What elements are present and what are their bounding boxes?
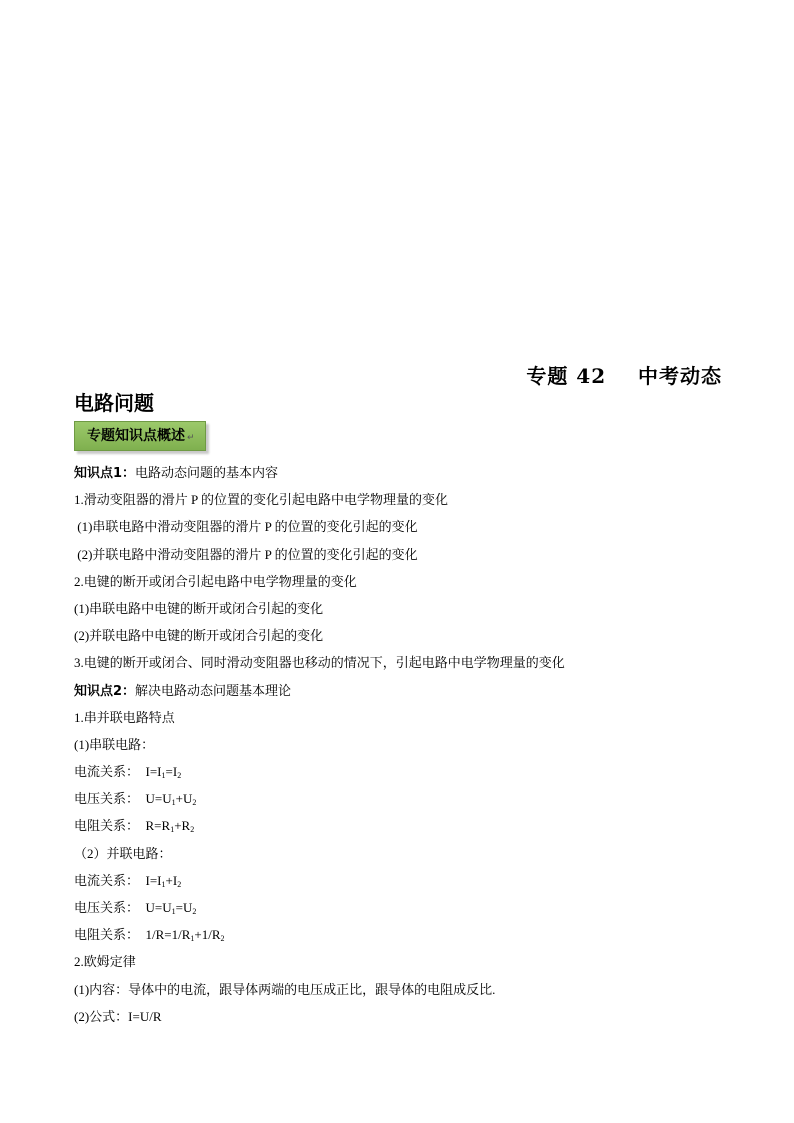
section-tag-overview [74, 421, 206, 451]
knowledge-point-text: 解决电路动态问题基本理论 [135, 683, 292, 699]
text-line: 3.电键的断开或闭合、同时滑动变阻器也移动的情况下，引起电路中电学物理量的变化 [74, 655, 565, 671]
relation-label: 电压关系： [74, 792, 140, 808]
subscript: 1 [161, 879, 166, 889]
subscript: 1 [171, 798, 176, 808]
formula-part: I=I [145, 764, 162, 780]
formula-part: +R [174, 818, 191, 834]
series-current-relation [74, 758, 734, 785]
subscript: 2 [177, 879, 182, 889]
relation-label: 电流关系： [74, 765, 140, 781]
subscript: 1 [190, 934, 195, 944]
text-line: (1)串联电路： [74, 736, 155, 752]
document-body [74, 459, 734, 1030]
formula-part: I=I [145, 872, 162, 888]
parallel-current-relation [74, 867, 734, 894]
formula-part: R=R [145, 818, 171, 834]
knowledge-point-2 [74, 677, 734, 704]
subscript: 2 [192, 798, 197, 808]
formula-part: +U [175, 791, 193, 807]
subscript: 1 [161, 771, 166, 781]
knowledge-point-label: 知识点1： [74, 466, 136, 481]
series-voltage-relation [74, 785, 734, 812]
text-line: (2)并联电路中电键的断开或闭合引起的变化 [74, 628, 324, 644]
return-mark-icon: ↵ [187, 433, 195, 443]
subscript: 2 [220, 934, 225, 944]
knowledge-point-1 [74, 459, 734, 486]
knowledge-point-label: 知识点2： [74, 683, 136, 699]
formula-part: U=U [145, 900, 172, 915]
series-resistance-relation [74, 812, 734, 839]
text-line: 1.串并联电路特点 [74, 709, 175, 725]
ohm-law-content: (1)内容：导体中的电流，跟导体两端的电压成正比，跟导体的电阻成反比. [74, 981, 496, 997]
formula-part: =I [165, 764, 178, 780]
knowledge-point-text: 电路动态问题的基本内容 [135, 466, 279, 481]
formula-part: U=U [145, 791, 172, 807]
subscript: 2 [190, 825, 195, 835]
parallel-voltage-relation [74, 894, 734, 921]
relation-label: 电流关系： [74, 873, 140, 889]
relation-label: 电压关系： [74, 901, 140, 916]
subscript: 2 [192, 907, 197, 916]
page-title-line-2: 电路问题 [74, 391, 154, 415]
ohm-law-formula: (2)公式：I=U/R [74, 1008, 162, 1024]
formula-part: +1/R [194, 927, 221, 943]
subscript: 2 [177, 771, 182, 781]
relation-label: 电阻关系： [74, 928, 140, 944]
formula-part: =U [175, 900, 193, 915]
relation-label: 电阻关系： [74, 819, 140, 835]
parallel-heading: （2）并联电路： [74, 845, 172, 861]
text-line: 2.电键的断开或闭合引起电路中电学物理量的变化 [74, 573, 357, 589]
page-title-line-1: 专题 42 中考动态 [526, 364, 722, 388]
formula-part: 1/R=1/R [145, 927, 191, 943]
text-line: (2)并联电路中滑动变阻器的滑片 P 的位置的变化引起的变化 [74, 546, 418, 562]
section-tag-label: 专题知识点概述 [87, 428, 185, 444]
ohm-law-heading: 2.欧姆定律 [74, 954, 136, 970]
text-line: (1)串联电路中滑动变阻器的滑片 P 的位置的变化引起的变化 [74, 519, 418, 535]
text-line: (1)串联电路中电键的断开或闭合引起的变化 [74, 600, 324, 616]
parallel-resistance-relation [74, 921, 734, 948]
formula-part: +I [165, 872, 178, 888]
subscript: 1 [171, 907, 176, 916]
text-line: 1.滑动变阻器的滑片 P 的位置的变化引起电路中电学物理量的变化 [74, 492, 448, 508]
subscript: 1 [170, 825, 175, 835]
